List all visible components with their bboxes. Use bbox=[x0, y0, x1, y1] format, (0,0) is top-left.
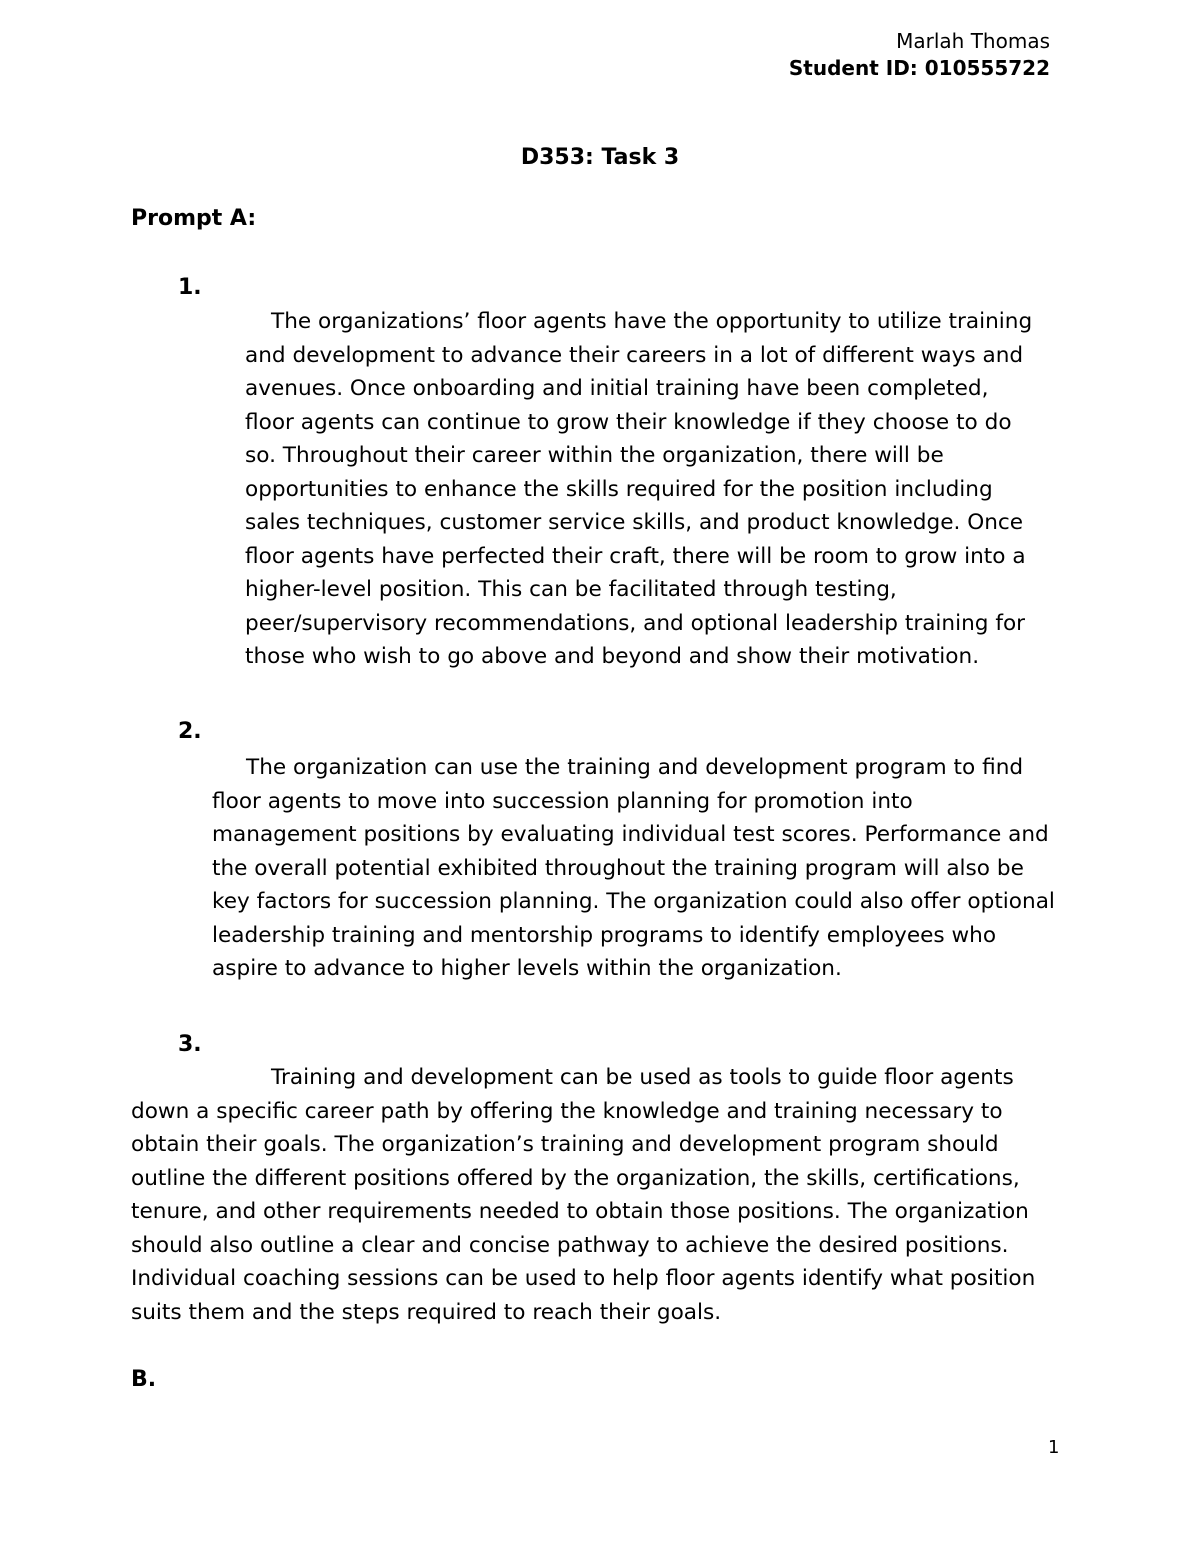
paragraph-line: and development to advance their careers in a lot of different ways and bbox=[245, 342, 1024, 368]
paragraph-line: aspire to advance to higher levels within the organization. bbox=[212, 956, 842, 981]
paragraph-line: should also outline a clear and concise pathway to achieve the desired positions. bbox=[131, 1232, 1009, 1258]
paragraph-line: tenure, and other requirements needed to obtain those positions. The organization bbox=[131, 1199, 1029, 1224]
paragraph-line: outline the different positions offered by the organization, the skills, certifications, bbox=[131, 1165, 1020, 1191]
author-name: Marlah Thomas bbox=[896, 29, 1050, 53]
document-title: D353: Task 3 bbox=[520, 145, 680, 170]
paragraph-line: those who wish to go above and beyond and show their motivation. bbox=[245, 644, 980, 669]
paragraph-line: The organizations’ floor agents have the opportunity to utilize training bbox=[271, 309, 1033, 334]
item-paragraph-2 bbox=[212, 751, 1055, 986]
paragraph-line: suits them and the steps required to reach their goals. bbox=[131, 1299, 722, 1325]
paragraph-line: Training and development can be used as tools to guide floor agents bbox=[271, 1065, 1014, 1090]
paragraph-line: The organization can use the training and development program to find bbox=[246, 755, 1024, 780]
paragraph-line: floor agents have perfected their craft, there will be room to grow into a bbox=[245, 543, 1026, 569]
paragraph-line: down a specific career path by offering the knowledge and training necessary to bbox=[131, 1098, 1003, 1124]
paragraph-line: sales techniques, customer service skills, and product knowledge. Once bbox=[245, 510, 1024, 535]
prompt-a-label: Prompt A: bbox=[131, 206, 257, 231]
item-number-2: 2. bbox=[178, 719, 202, 744]
paragraph-line: floor agents can continue to grow their knowledge if they choose to do bbox=[245, 409, 1012, 435]
item-paragraph-3 bbox=[131, 1061, 1035, 1329]
paragraph-line: avenues. Once onboarding and initial training have been completed, bbox=[245, 376, 989, 401]
paragraph-line: so. Throughout their career within the organization, there will be bbox=[245, 443, 944, 468]
paragraph-line: Individual coaching sessions can be used to help floor agents identify what position bbox=[131, 1266, 1036, 1291]
paragraph-line: obtain their goals. The organization’s training and development program should bbox=[131, 1132, 999, 1157]
paragraph-line: key factors for succession planning. The organization could also offer optional bbox=[212, 889, 1055, 914]
item-number-1: 1. bbox=[178, 275, 202, 300]
section-b-label: B. bbox=[131, 1367, 157, 1392]
paragraph-line: the overall potential exhibited throughout the training program will also be bbox=[212, 855, 1024, 881]
paragraph-line: leadership training and mentorship programs to identify employees who bbox=[212, 922, 997, 948]
paragraph-line: peer/supervisory recommendations, and optional leadership training for bbox=[245, 610, 1026, 636]
paragraph-line: opportunities to enhance the skills required for the position including bbox=[245, 476, 993, 502]
page-number: 1 bbox=[1048, 1437, 1060, 1458]
item-number-3: 3. bbox=[178, 1032, 202, 1057]
paragraph-line: higher-level position. This can be facilitated through testing, bbox=[245, 577, 897, 602]
student-id: Student ID: 010555722 bbox=[788, 56, 1050, 80]
item-paragraph-1 bbox=[245, 305, 1032, 674]
paragraph-line: floor agents to move into succession planning for promotion into bbox=[212, 788, 913, 814]
paragraph-line: management positions by evaluating individual test scores. Performance and bbox=[212, 822, 1049, 847]
page-header bbox=[789, 28, 1050, 82]
